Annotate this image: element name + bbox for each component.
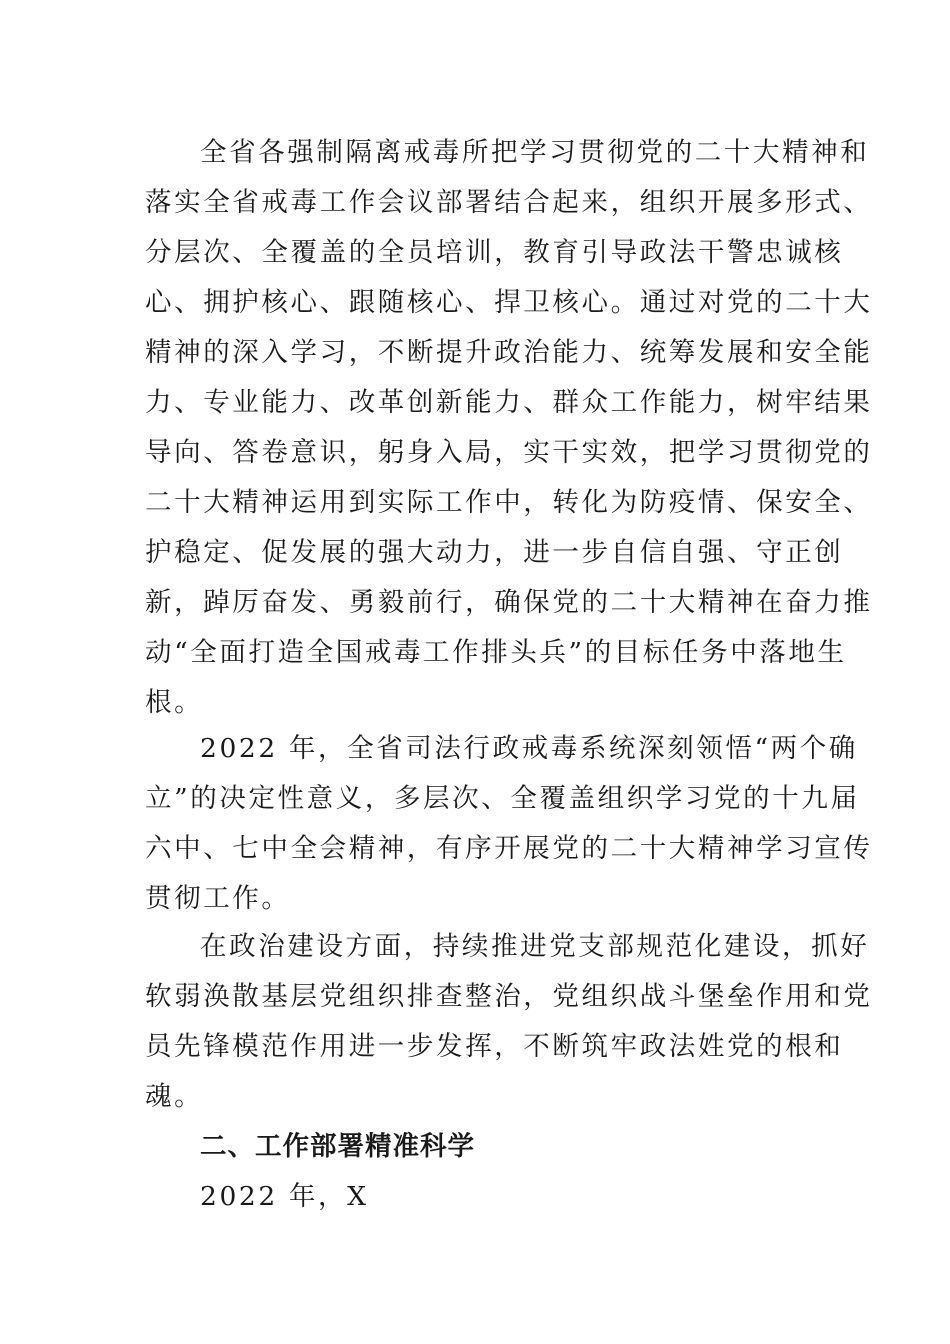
section-heading	[145, 1122, 809, 1172]
text-line: 软弱涣散基层党组织排查整治，党组织战斗堡垒作用和党	[145, 981, 873, 1012]
paragraph-4	[145, 1172, 809, 1222]
text-line: 心、拥护核心、跟随核心、捍卫核心。通过对党的二十大	[145, 287, 873, 318]
text-line: 力、专业能力、改革创新能力、群众工作能力，树牢结果	[145, 387, 873, 418]
text-line: 立”的决定性意义，多层次、全覆盖组织学习党的十九届	[145, 783, 860, 814]
text-line: 六中、七中全会精神，有序开展党的二十大精神学习宣传	[145, 833, 873, 864]
text-line: 员先锋模范作用进一步发挥，不断筑牢政法姓党的根和	[145, 1031, 844, 1062]
text-line: 2022 年，全省司法行政戒毒系统深刻领悟“两个确	[200, 733, 858, 764]
text-line: 在政治建设方面，持续推进党支部规范化建设，抓好	[200, 931, 870, 962]
text-line: 全省各强制隔离戒毒所把学习贯彻党的二十大精神和	[200, 137, 870, 168]
text-line: 分层次、全覆盖的全员培训，教育引导政法干警忠诚核	[145, 237, 844, 268]
text-line: 精神的深入学习，不断提升政治能力、统筹发展和安全能	[145, 337, 873, 368]
text-line: 新，踔厉奋发、勇毅前行，确保党的二十大精神在奋力推	[145, 587, 873, 618]
text-line: 动“全面打造全国戒毒工作排头兵”的目标任务中落地生	[145, 637, 847, 668]
text-line: 护稳定、促发展的强大动力，进一步自信自强、守正创	[145, 537, 844, 568]
text-line: 2022 年，X	[200, 1181, 369, 1212]
text-line: 二十大精神运用到实际工作中，转化为防疫情、保安全、	[145, 487, 873, 518]
paragraph-2	[145, 724, 873, 924]
text-line: 贯彻工作。	[145, 883, 291, 914]
text-line: 根。	[145, 687, 204, 718]
paragraph-1	[145, 128, 873, 728]
heading-text: 二、工作部署精准科学	[200, 1131, 475, 1162]
paragraph-3	[145, 922, 873, 1122]
text-line: 导向、答卷意识，躬身入局，实干实效，把学习贯彻党的	[145, 437, 873, 468]
text-line: 落实全省戒毒工作会议部署结合起来，组织开展多形式、	[145, 187, 873, 218]
text-line: 魂。	[145, 1081, 204, 1112]
